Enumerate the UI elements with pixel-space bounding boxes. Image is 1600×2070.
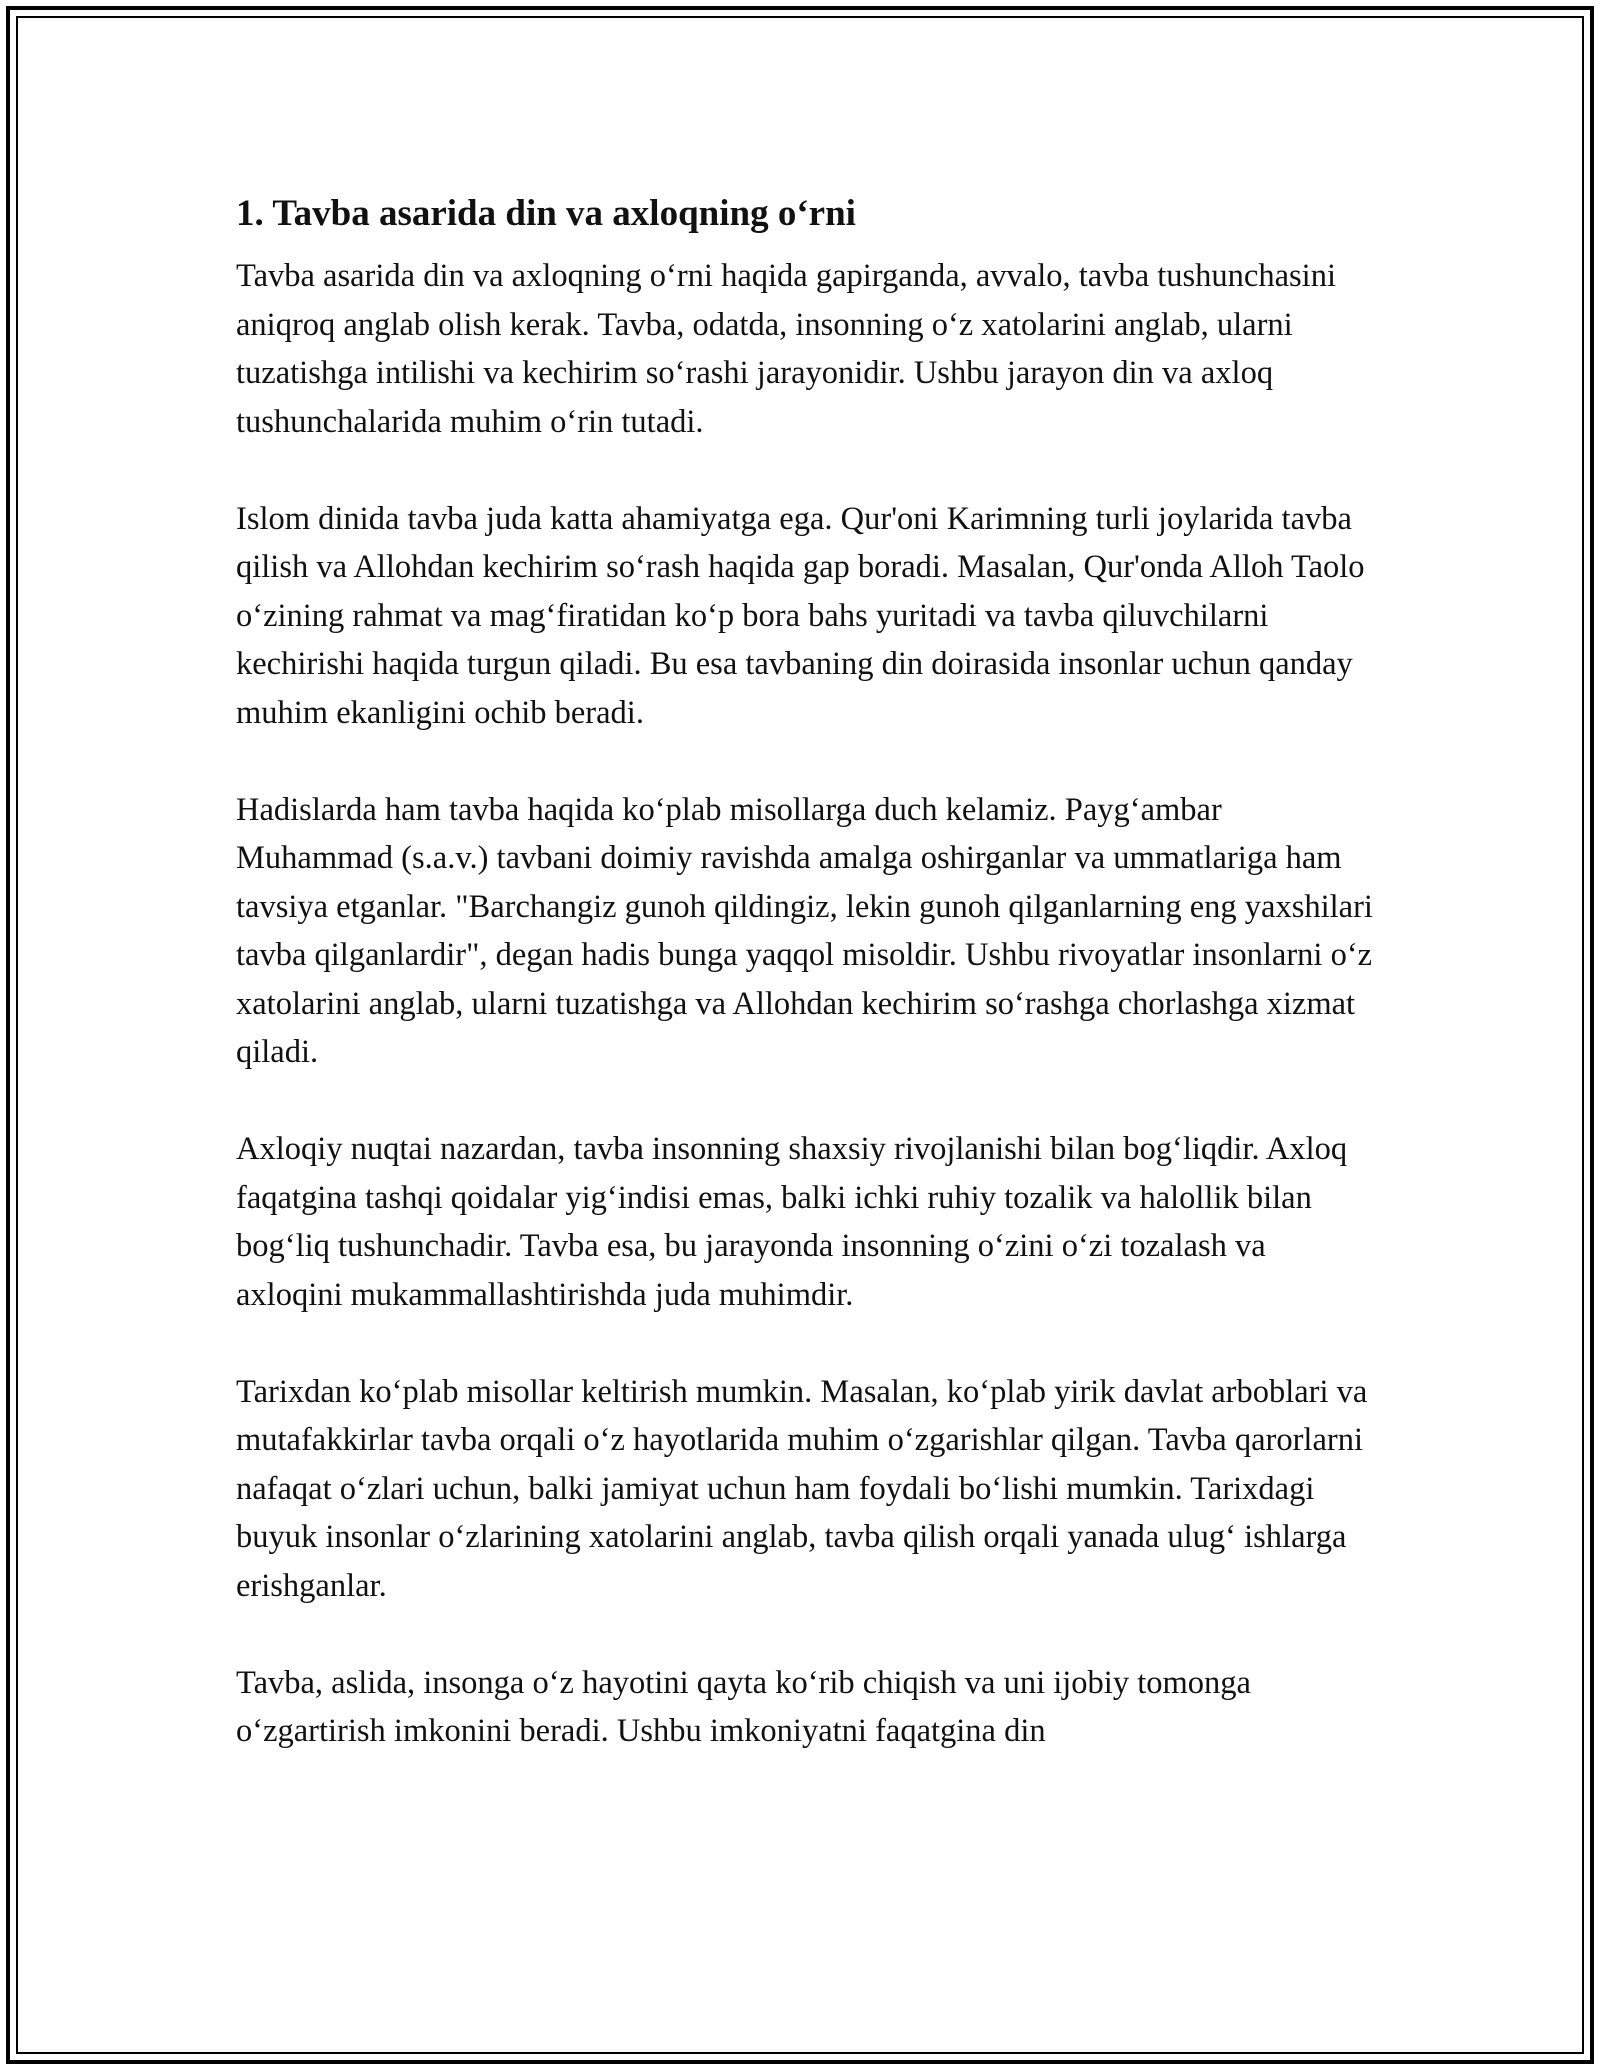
paragraph-2: Islom dinida tavba juda katta ahamiyatga ega. Qur'oni Karimning turli joylarida tavba qilish va Allohdan kechirim so‘rash haqida gap boradi. Masalan, Qur'onda Alloh Taolo o‘zining rahmat va mag‘firatidan ko‘p bora bahs yuritadi va tavba qiluvchilarni kechirishi haqida turgun qiladi. Bu esa tavbaning din doirasida insonlar uchun qanday muhim ekanligini ochib beradi. (236, 500, 1365, 731)
paragraph-5: Tarixdan ko‘plab misollar keltirish mumkin. Masalan, ko‘plab yirik davlat arboblari va mutafakkirlar tavba orqali o‘z hayotlarida muhim o‘zgarishlar qilgan. Tavba qarorlarni nafaqat o‘zlari uchun, balki jamiyat uchun ham foydali bo‘lishi mumkin. Tarixdagi buyuk insonlar o‘zlarining xatolarini anglab, tavba qilish orqali yanada ulug‘ ishlarga erishganlar. (236, 1373, 1368, 1604)
paragraph-6: Tavba, aslida, insonga o‘z hayotini qayta ko‘rib chiqish va uni ijobiy tomonga o‘zgartirish imkonini beradi. Ushbu imkoniyatni faqatgina din (236, 1664, 1251, 1749)
document-body (236, 186, 1376, 1804)
paragraph-1: Tavba asarida din va axloqning o‘rni haqida gapirganda, avvalo, tavba tushunchasini aniqroq anglab olish kerak. Tavba, odatda, insonning o‘z xatolarini anglab, ularni tuzatishga intilishi va kechirim so‘rashi jarayonidir. Ushbu jarayon din va axloq tushunchalarida muhim o‘rin tutadi. (236, 258, 1336, 440)
section-heading: 1. Tavba asarida din va axloqning o‘rni (236, 193, 856, 234)
paragraph-4: Axloqiy nuqtai nazardan, tavba insonning shaxsiy rivojlanishi bilan bog‘liqdir. Axloq faqatgina tashqi qoidalar yig‘indisi emas, balki ichki ruhiy tozalik va halollik bilan bog‘liq tushunchadir. Tavba esa, bu jarayonda insonning o‘zini o‘zi tozalash va axloqini mukammallashtirishda juda muhimdir. (236, 1131, 1348, 1313)
paragraph-3: Hadislarda ham tavba haqida ko‘plab misollarga duch kelamiz. Payg‘ambar Muhammad (s.a.v.) tavbani doimiy ravishda amalga oshirganlar va ummatlariga ham tavsiya etganlar. "Barchangiz gunoh qildingiz, lekin gunoh qilganlarning eng yaxshilari tavba qilganlardir", degan hadis bunga yaqqol misoldir. Ushbu rivoyatlar insonlarni o‘z xatolarini anglab, ularni tuzatishga va Allohdan kechirim so‘rashga chorlashga xizmat qiladi. (236, 791, 1373, 1070)
